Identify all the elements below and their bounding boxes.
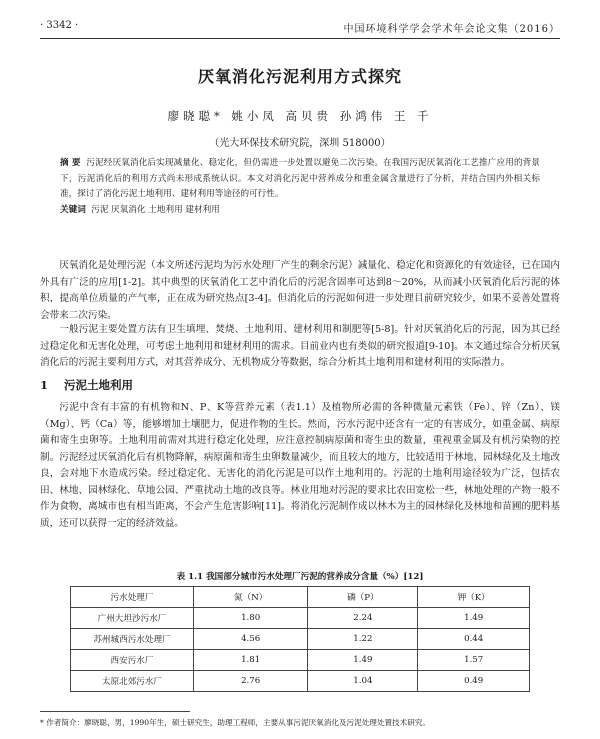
body-paragraph-3: 污泥中含有丰富的有机物和N、P、K等营养元素（表1.1）及植物所必需的各种微量元素铁（Fe）、锌（Zn）、镁（Mg）、钙（Ca）等，能够增加土壤肥力，促进作物的生长。然而，污水污泥中还含有一定的有害成分，如重金属、病原菌和寄生虫卵等。土地利用前需对其进行稳定化处理，应注意控制病原菌和寄生虫的数量，重视重金属及有机污染物的控制。污泥经过厌氧消化后有机物降解，病原菌和寄生虫卵数量减少，而且较大的地方，比较适用于林地、园林绿化及土地改良，会对地下水造成污染。经过稳定化、无害化的消化污泥是可以作土地利用的。污泥的土地利用途径较为广泛，包括农田、林地、园林绿化、草地公园、严重扰动土地的改良等。林业用地对污泥的要求比农田宽松一些，林地处理的产物一般不作为食物，离城市也有相当距离，不会产生危害影响[11]。将消化污泥制作成以林木为主的园林绿化及林地和苗圃的肥料基质，还可以获得一定的经济效益。	[40, 402, 560, 529]
page-number: · 3342 ·	[40, 20, 79, 31]
nitrogen-value: 1.81	[194, 650, 308, 671]
table-row	[71, 629, 530, 650]
running-header	[40, 12, 560, 39]
footnote: * 作者简介：廖晓聪，男，1990年生，硕士研究生，助理工程师，主要从事污泥厌氧消化及污泥处理处置技术研究。	[40, 718, 431, 727]
potassium-value: 1.49	[418, 608, 530, 629]
phosphorus-value: 1.04	[308, 671, 418, 692]
footnote-rule	[40, 711, 190, 712]
table-header-cell: 磷（P）	[308, 587, 418, 608]
table-row	[71, 650, 530, 671]
body-paragraph-2: 一般污泥主要处置方法有卫生填埋、焚烧、土地利用、建材利用和制肥等[5-8]。针对厌氧消化后的污泥，因为其已经过稳定化和无害化处理，可考虑土地利用和建材利用的需求。目前业内也有类似的研究报道[9-10]。本文通过综合分析厌氧消化后的污泥主要利用方式，对其营养成分、无机物成分等数据，综合分析其土地利用和建材利用的实际潜力。	[40, 324, 560, 368]
plant-name: 苏州城西污水处理厂	[71, 629, 194, 650]
body-paragraph-1: 厌氧消化是处理污泥（本文所述污泥均为污水处理厂产生的剩余污泥）减量化、稳定化和资源化的有效途径，已在国内外具有广泛的应用[1-2]。其中典型的厌氧消化工艺中消化后的污泥含固率可达到8～20%，从而减小厌氧消化后污泥的体积，提高单位质量的产气率，正在成为研究热点[3-4]。但消化后的污泥如何进一步处理目前研究较少，如果不妥善处置将会带来二次污染。	[40, 260, 560, 321]
section-number: 1	[40, 378, 49, 392]
table-header-cell: 氮（N）	[194, 587, 308, 608]
keywords: 污泥 厌氧消化 土地利用 建材利用	[91, 204, 220, 215]
table-header-cell: 钾（K）	[418, 587, 530, 608]
potassium-value: 0.49	[418, 671, 530, 692]
table-row	[71, 671, 530, 692]
abstract-text: 污泥经厌氧消化后实现减量化、稳定化，但仍需进一步处置以避免二次污染。在我国污泥厌氧消化工艺推广应用的背景下，污泥消化后的利用方式尚未形成系统认识。本文对消化污泥中营养成分和重金属含量进行了分析，并结合国内外相关标准，探讨了消化污泥土地利用、建材利用等途径的可行性。	[60, 158, 540, 199]
table-header-cell: 污水处理厂	[71, 587, 194, 608]
plant-name: 广州大坦沙污水厂	[71, 608, 194, 629]
abstract-body	[60, 156, 540, 203]
journal-name: 中国环境科学学会学术年会论文集（2016）	[343, 24, 560, 35]
nitrogen-value: 4.56	[194, 629, 308, 650]
authors: 廖晓聪* 姚小凤 高贝贵 孙鸿伟 王 千	[167, 109, 433, 123]
table-row	[71, 608, 530, 629]
keywords-label: 关键词	[60, 204, 86, 215]
nutrient-table	[70, 586, 530, 692]
affiliation: （光大环保技术研究院，深圳 518000）	[209, 138, 391, 149]
plant-name: 太原北郊污水厂	[71, 671, 194, 692]
abstract-label: 摘 要	[60, 158, 81, 168]
paper-title: 厌氧消化污泥利用方式探究	[197, 67, 402, 86]
potassium-value: 0.44	[418, 629, 530, 650]
nitrogen-value: 2.76	[194, 671, 308, 692]
keywords-line	[60, 203, 540, 219]
nitrogen-value: 1.80	[194, 608, 308, 629]
table-caption: 表 1.1 我国部分城市污水处理厂污泥的营养成分含量（%）[12]	[176, 572, 424, 582]
abstract	[60, 156, 540, 218]
phosphorus-value: 1.49	[308, 650, 418, 671]
section-heading	[40, 377, 133, 393]
section-title: 污泥土地利用	[64, 378, 134, 392]
phosphorus-value: 2.24	[308, 608, 418, 629]
table-header-row	[71, 587, 530, 608]
plant-name: 西安污水厂	[71, 650, 194, 671]
potassium-value: 1.57	[418, 650, 530, 671]
phosphorus-value: 1.22	[308, 629, 418, 650]
